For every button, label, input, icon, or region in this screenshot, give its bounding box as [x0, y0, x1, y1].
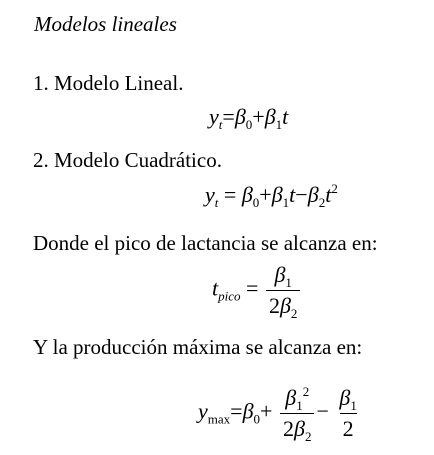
- peak-time-equation: $t_{pico}$ = $\frac{\beta_1}{2\beta_2}$: [212, 262, 302, 319]
- section-title: Modelos lineales: [34, 12, 177, 36]
- linear-model-equation: $y_t=\beta_0+\beta_1t$: [209, 104, 289, 132]
- peak-lactation-sentence: Donde el pico de lactancia se alcanza en:: [33, 231, 378, 255]
- model2-heading: 2. Modelo Cuadrático.: [33, 148, 222, 172]
- max-production-fraction-2: $\frac{\beta_1}{2}$: [339, 385, 357, 441]
- quadratic-model-equation: $y_t = \beta_0+\beta_1t-\beta_2t^2$: [205, 181, 338, 210]
- model1-heading: 1. Modelo Lineal.: [33, 71, 184, 95]
- max-production-sentence: Y la producción máxima se alcanza en:: [33, 335, 363, 359]
- max-production-equation: $y_{max}=\beta_0+$ $\frac{\beta_1^2}{2\beta_2}$ − $\frac{\beta_1}{2}$: [198, 385, 362, 442]
- max-production-fraction-1: $\frac{\beta_1^2}{2\beta_2}$: [280, 385, 314, 442]
- peak-time-fraction: $\frac{\beta_1}{2\beta_2}$: [266, 262, 300, 319]
